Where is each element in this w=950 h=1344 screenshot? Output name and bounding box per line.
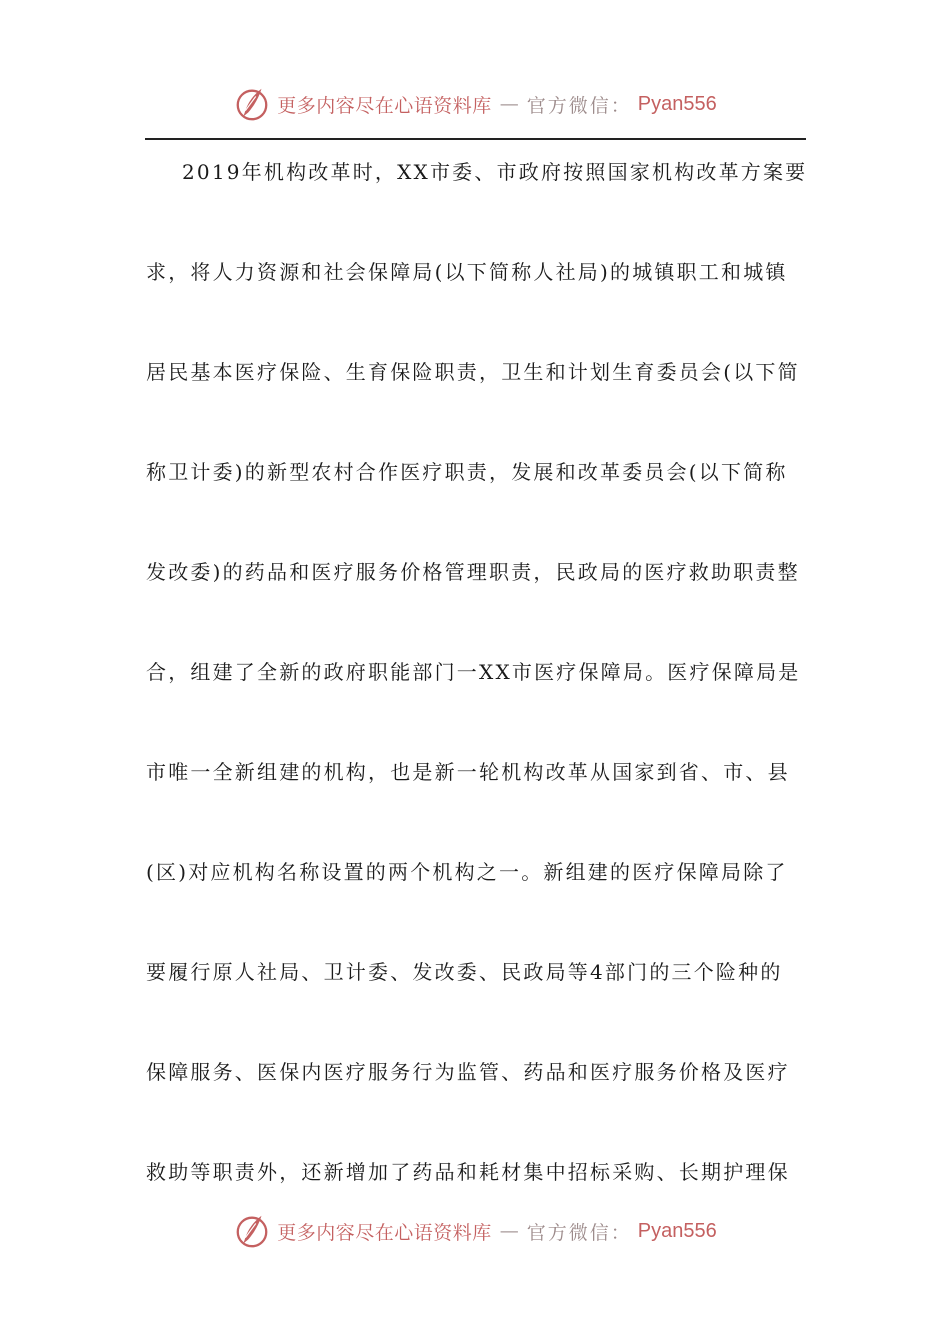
banner-slogan: 更多内容尽在心语资料库 bbox=[277, 94, 492, 117]
body-line: 求，将人力资源和社会保障局(以下简称人社局)的城镇职工和城镇 bbox=[146, 260, 788, 284]
body-line: 居民基本医疗保险、生育保险职责，卫生和计划生育委员会(以下简 bbox=[146, 360, 800, 384]
quill-pen-circle-icon bbox=[233, 85, 271, 123]
header-banner-content bbox=[233, 85, 717, 123]
banner-wechat-label: 官方微信： bbox=[526, 1221, 632, 1244]
banner-wechat-id: Pyan556 bbox=[637, 92, 717, 115]
body-line: (区)对应机构名称设置的两个机构之一。新组建的医疗保障局除了 bbox=[146, 860, 788, 884]
banner-dash: — bbox=[499, 93, 519, 115]
body-line: 2019年机构改革时，XX市委、市政府按照国家机构改革方案要 bbox=[182, 160, 808, 184]
header-divider bbox=[145, 138, 806, 140]
body-line: 救助等职责外，还新增加了药品和耗材集中招标采购、长期护理保 bbox=[146, 1160, 790, 1184]
body-line: 保障服务、医保内医疗服务行为监管、药品和医疗服务价格及医疗 bbox=[146, 1060, 790, 1084]
banner-wechat-id: Pyan556 bbox=[637, 1219, 717, 1242]
quill-pen-circle-icon bbox=[233, 1212, 271, 1250]
footer-banner-content bbox=[233, 1212, 717, 1250]
body-line: 合，组建了全新的政府职能部门一XX市医疗保障局。医疗保障局是 bbox=[146, 660, 801, 684]
body-line: 要履行原人社局、卫计委、发改委、民政局等4部门的三个险种的 bbox=[146, 960, 783, 984]
footer-banner bbox=[0, 1209, 950, 1253]
banner-dash: — bbox=[499, 1220, 519, 1242]
banner-wechat-label: 官方微信： bbox=[526, 94, 632, 117]
banner-slogan: 更多内容尽在心语资料库 bbox=[277, 1221, 492, 1244]
body-line: 发改委)的药品和医疗服务价格管理职责，民政局的医疗救助职责整 bbox=[146, 560, 800, 584]
body-line: 市唯一全新组建的机构，也是新一轮机构改革从国家到省、市、县 bbox=[146, 760, 790, 784]
document-body bbox=[146, 152, 808, 1252]
header-banner bbox=[0, 82, 950, 126]
body-line: 称卫计委)的新型农村合作医疗职责，发展和改革委员会(以下简称 bbox=[146, 460, 788, 484]
